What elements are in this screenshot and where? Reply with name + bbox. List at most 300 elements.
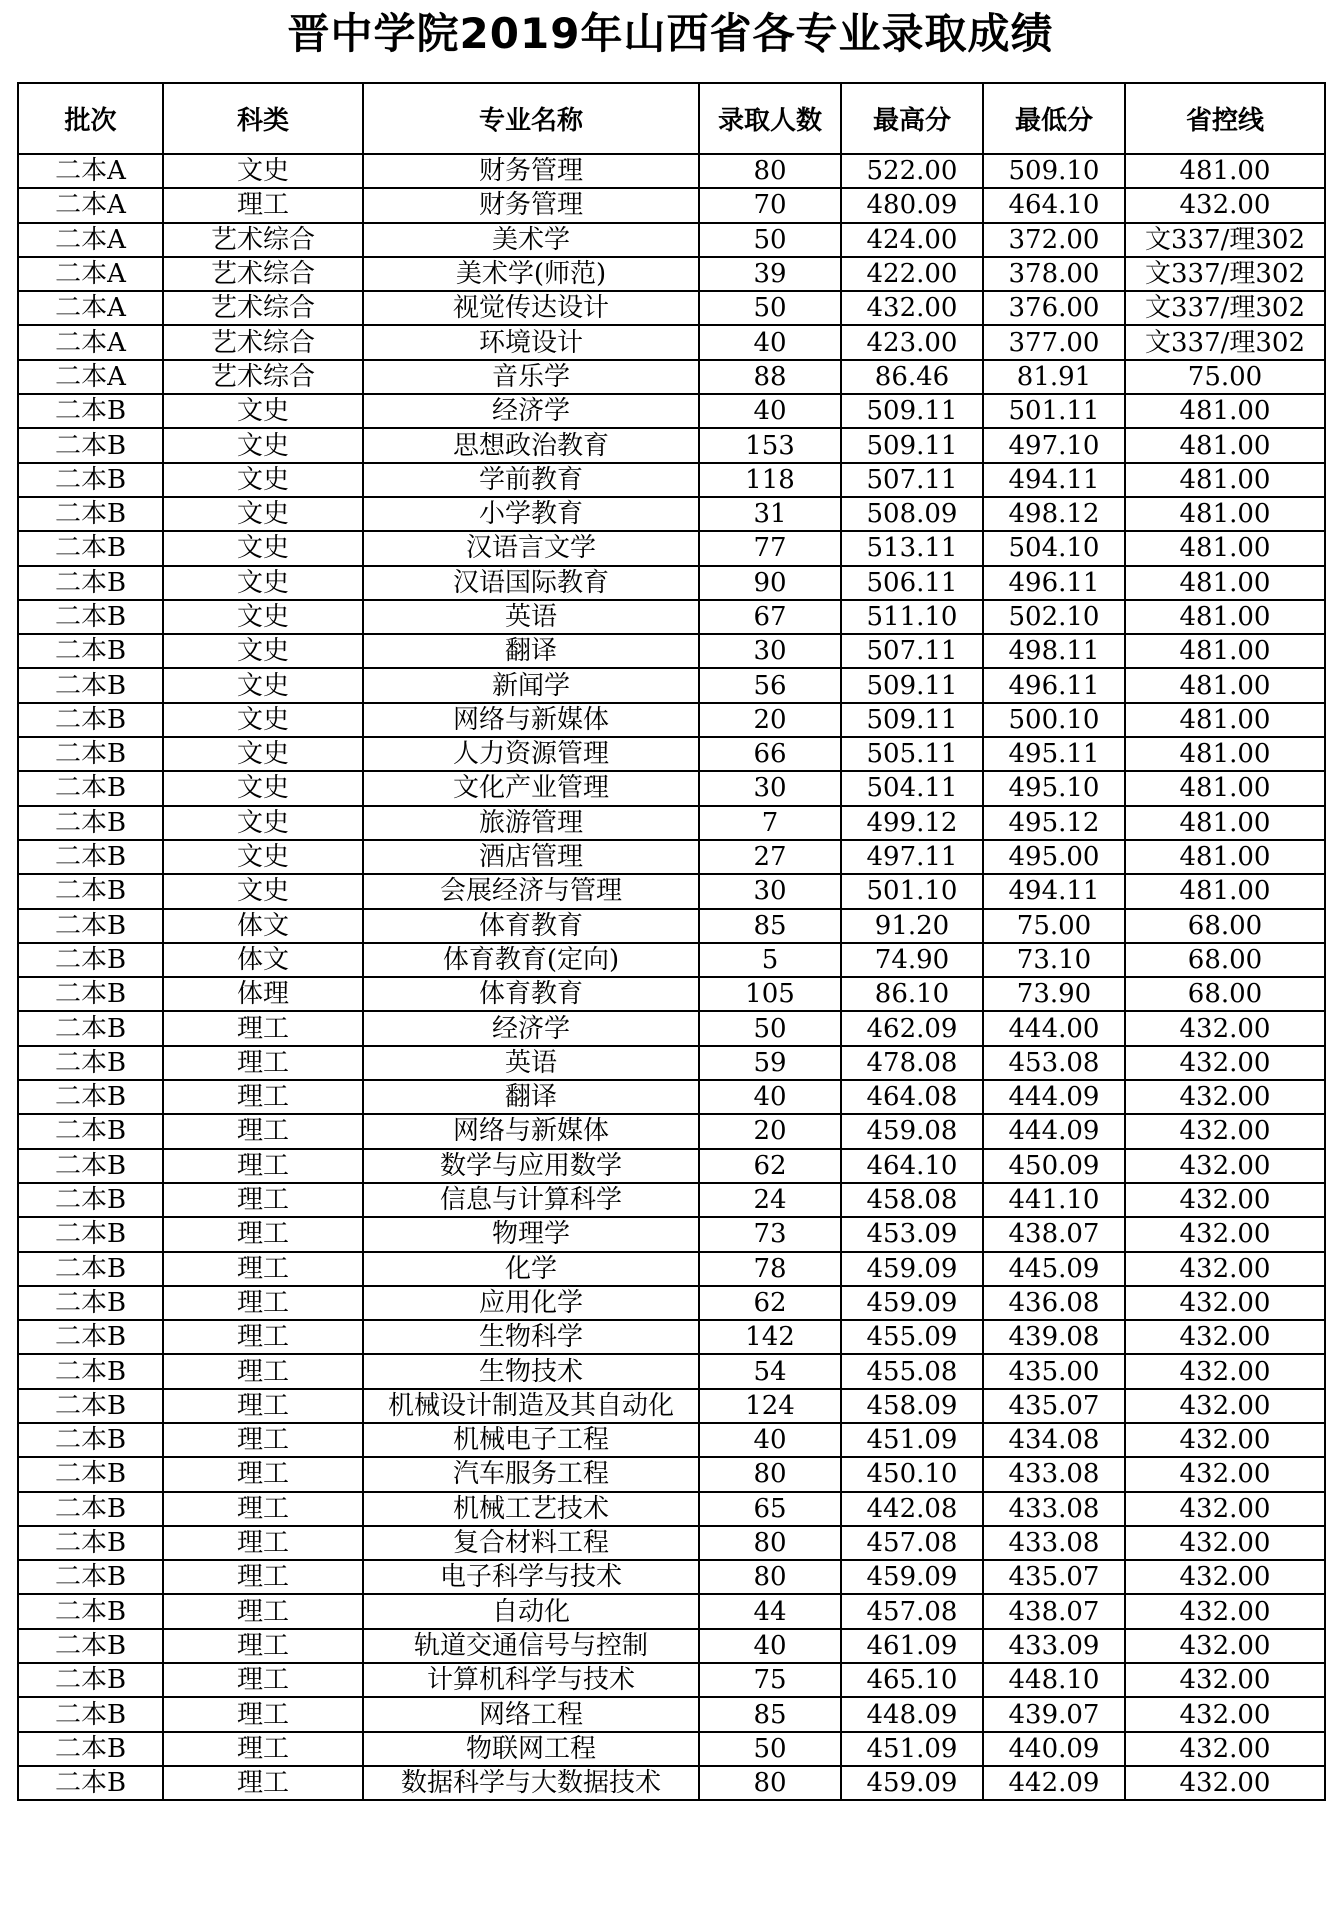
table-row [18,909,1325,943]
max-score-cell: 505.11 [841,737,983,771]
admitted-count-cell: 77 [699,531,841,565]
min-score-cell: 439.08 [983,1320,1125,1354]
table-row [18,1149,1325,1183]
min-score-cell: 497.10 [983,428,1125,462]
table-row [18,257,1325,291]
admitted-count-cell: 80 [699,1766,841,1800]
batch-cell: 二本B [18,1286,163,1320]
batch-cell: 二本B [18,1560,163,1594]
admitted-count-cell: 80 [699,1457,841,1491]
control-line-cell: 481.00 [1125,703,1325,737]
category-cell: 理工 [163,1732,363,1766]
min-score-cell: 445.09 [983,1252,1125,1286]
table-row [18,771,1325,805]
table-row [18,874,1325,908]
batch-cell: 二本B [18,943,163,977]
control-line-cell: 481.00 [1125,771,1325,805]
control-line-cell: 481.00 [1125,840,1325,874]
table-row [18,463,1325,497]
admitted-count-cell: 30 [699,874,841,908]
min-score-cell: 495.10 [983,771,1125,805]
max-score-cell: 506.11 [841,566,983,600]
admitted-count-cell: 20 [699,703,841,737]
max-score-cell: 464.10 [841,1149,983,1183]
table-row [18,394,1325,428]
control-line-cell: 481.00 [1125,634,1325,668]
category-cell: 文史 [163,600,363,634]
major-cell: 复合材料工程 [363,1526,699,1560]
batch-cell: 二本B [18,668,163,702]
control-line-cell: 432.00 [1125,1560,1325,1594]
major-cell: 音乐学 [363,360,699,394]
table-row [18,360,1325,394]
category-cell: 理工 [163,1183,363,1217]
major-cell: 旅游管理 [363,806,699,840]
min-score-cell: 75.00 [983,909,1125,943]
category-cell: 理工 [163,1457,363,1491]
major-cell: 机械工艺技术 [363,1492,699,1526]
admitted-count-cell: 80 [699,1560,841,1594]
admitted-count-cell: 67 [699,600,841,634]
category-cell: 文史 [163,634,363,668]
header-batch: 批次 [18,83,163,154]
max-score-cell: 451.09 [841,1732,983,1766]
batch-cell: 二本B [18,771,163,805]
category-cell: 理工 [163,1149,363,1183]
table-row [18,1492,1325,1526]
admitted-count-cell: 66 [699,737,841,771]
category-cell: 文史 [163,737,363,771]
category-cell: 文史 [163,497,363,531]
admitted-count-cell: 105 [699,977,841,1011]
min-score-cell: 504.10 [983,531,1125,565]
control-line-cell: 75.00 [1125,360,1325,394]
control-line-cell: 481.00 [1125,566,1325,600]
control-line-cell: 481.00 [1125,874,1325,908]
control-line-cell: 481.00 [1125,531,1325,565]
control-line-cell: 文337/理302 [1125,223,1325,257]
major-cell: 网络工程 [363,1697,699,1731]
min-score-cell: 444.09 [983,1080,1125,1114]
max-score-cell: 422.00 [841,257,983,291]
min-score-cell: 438.07 [983,1217,1125,1251]
table-row [18,840,1325,874]
batch-cell: 二本B [18,1046,163,1080]
major-cell: 翻译 [363,1080,699,1114]
max-score-cell: 458.09 [841,1389,983,1423]
control-line-cell: 481.00 [1125,394,1325,428]
max-score-cell: 455.08 [841,1354,983,1388]
max-score-cell: 451.09 [841,1423,983,1457]
admitted-count-cell: 70 [699,188,841,222]
batch-cell: 二本B [18,874,163,908]
max-score-cell: 509.11 [841,703,983,737]
admitted-count-cell: 30 [699,634,841,668]
max-score-cell: 504.11 [841,771,983,805]
max-score-cell: 501.10 [841,874,983,908]
major-cell: 经济学 [363,1011,699,1045]
category-cell: 体文 [163,943,363,977]
admitted-count-cell: 27 [699,840,841,874]
table-row [18,1629,1325,1663]
max-score-cell: 508.09 [841,497,983,531]
min-score-cell: 453.08 [983,1046,1125,1080]
category-cell: 理工 [163,1389,363,1423]
category-cell: 文史 [163,771,363,805]
admitted-count-cell: 78 [699,1252,841,1286]
min-score-cell: 441.10 [983,1183,1125,1217]
table-row [18,1183,1325,1217]
table-row [18,737,1325,771]
max-score-cell: 458.08 [841,1183,983,1217]
min-score-cell: 378.00 [983,257,1125,291]
min-score-cell: 73.90 [983,977,1125,1011]
category-cell: 文史 [163,428,363,462]
major-cell: 视觉传达设计 [363,291,699,325]
control-line-cell: 481.00 [1125,668,1325,702]
max-score-cell: 86.10 [841,977,983,1011]
batch-cell: 二本A [18,360,163,394]
max-score-cell: 509.11 [841,668,983,702]
min-score-cell: 81.91 [983,360,1125,394]
min-score-cell: 372.00 [983,223,1125,257]
control-line-cell: 481.00 [1125,806,1325,840]
control-line-cell: 文337/理302 [1125,325,1325,359]
min-score-cell: 442.09 [983,1766,1125,1800]
min-score-cell: 435.00 [983,1354,1125,1388]
table-row [18,566,1325,600]
admitted-count-cell: 5 [699,943,841,977]
batch-cell: 二本A [18,325,163,359]
admitted-count-cell: 73 [699,1217,841,1251]
max-score-cell: 461.09 [841,1629,983,1663]
max-score-cell: 448.09 [841,1697,983,1731]
category-cell: 理工 [163,1629,363,1663]
category-cell: 理工 [163,1560,363,1594]
max-score-cell: 459.08 [841,1114,983,1148]
max-score-cell: 91.20 [841,909,983,943]
batch-cell: 二本B [18,566,163,600]
max-score-cell: 423.00 [841,325,983,359]
admitted-count-cell: 54 [699,1354,841,1388]
min-score-cell: 435.07 [983,1389,1125,1423]
major-cell: 经济学 [363,394,699,428]
header-admitted-count: 录取人数 [699,83,841,154]
admitted-count-cell: 85 [699,1697,841,1731]
control-line-cell: 432.00 [1125,1080,1325,1114]
batch-cell: 二本B [18,1594,163,1628]
max-score-cell: 522.00 [841,154,983,188]
control-line-cell: 432.00 [1125,1320,1325,1354]
category-cell: 理工 [163,188,363,222]
major-cell: 计算机科学与技术 [363,1663,699,1697]
category-cell: 文史 [163,703,363,737]
min-score-cell: 494.11 [983,874,1125,908]
batch-cell: 二本B [18,1252,163,1286]
major-cell: 文化产业管理 [363,771,699,805]
major-cell: 数据科学与大数据技术 [363,1766,699,1800]
table-row [18,1423,1325,1457]
control-line-cell: 432.00 [1125,1149,1325,1183]
table-row [18,1457,1325,1491]
admitted-count-cell: 40 [699,1423,841,1457]
max-score-cell: 459.09 [841,1286,983,1320]
admitted-count-cell: 20 [699,1114,841,1148]
batch-cell: 二本A [18,257,163,291]
control-line-cell: 481.00 [1125,428,1325,462]
max-score-cell: 453.09 [841,1217,983,1251]
max-score-cell: 497.11 [841,840,983,874]
table-row [18,188,1325,222]
control-line-cell: 432.00 [1125,1663,1325,1697]
table-header-row [18,83,1325,154]
batch-cell: 二本A [18,188,163,222]
min-score-cell: 444.00 [983,1011,1125,1045]
control-line-cell: 481.00 [1125,737,1325,771]
min-score-cell: 498.12 [983,497,1125,531]
header-min-score: 最低分 [983,83,1125,154]
batch-cell: 二本B [18,1766,163,1800]
category-cell: 理工 [163,1492,363,1526]
major-cell: 体育教育 [363,977,699,1011]
major-cell: 英语 [363,600,699,634]
major-cell: 美术学 [363,223,699,257]
admission-scores-table [17,82,1326,1801]
major-cell: 体育教育(定向) [363,943,699,977]
major-cell: 机械电子工程 [363,1423,699,1457]
table-row [18,1594,1325,1628]
major-cell: 思想政治教育 [363,428,699,462]
control-line-cell: 432.00 [1125,1217,1325,1251]
max-score-cell: 511.10 [841,600,983,634]
category-cell: 文史 [163,394,363,428]
major-cell: 物理学 [363,1217,699,1251]
batch-cell: 二本B [18,1457,163,1491]
min-score-cell: 434.08 [983,1423,1125,1457]
major-cell: 翻译 [363,634,699,668]
control-line-cell: 432.00 [1125,1526,1325,1560]
category-cell: 理工 [163,1114,363,1148]
category-cell: 艺术综合 [163,360,363,394]
table-row [18,1011,1325,1045]
major-cell: 财务管理 [363,154,699,188]
batch-cell: 二本B [18,1732,163,1766]
admitted-count-cell: 7 [699,806,841,840]
major-cell: 网络与新媒体 [363,703,699,737]
table-row [18,1766,1325,1800]
admitted-count-cell: 80 [699,1526,841,1560]
admitted-count-cell: 118 [699,463,841,497]
admitted-count-cell: 31 [699,497,841,531]
major-cell: 轨道交通信号与控制 [363,1629,699,1663]
table-row [18,1560,1325,1594]
batch-cell: 二本B [18,977,163,1011]
max-score-cell: 432.00 [841,291,983,325]
max-score-cell: 450.10 [841,1457,983,1491]
major-cell: 电子科学与技术 [363,1560,699,1594]
control-line-cell: 432.00 [1125,1114,1325,1148]
major-cell: 新闻学 [363,668,699,702]
min-score-cell: 498.11 [983,634,1125,668]
control-line-cell: 68.00 [1125,977,1325,1011]
min-score-cell: 500.10 [983,703,1125,737]
table-row [18,1389,1325,1423]
control-line-cell: 432.00 [1125,1011,1325,1045]
category-cell: 文史 [163,566,363,600]
major-cell: 生物科学 [363,1320,699,1354]
admitted-count-cell: 90 [699,566,841,600]
batch-cell: 二本B [18,1080,163,1114]
control-line-cell: 432.00 [1125,1252,1325,1286]
admitted-count-cell: 85 [699,909,841,943]
table-row [18,1046,1325,1080]
control-line-cell: 481.00 [1125,463,1325,497]
control-line-cell: 432.00 [1125,1766,1325,1800]
major-cell: 小学教育 [363,497,699,531]
table-row [18,1286,1325,1320]
max-score-cell: 457.08 [841,1526,983,1560]
major-cell: 酒店管理 [363,840,699,874]
category-cell: 理工 [163,1766,363,1800]
batch-cell: 二本B [18,1354,163,1388]
batch-cell: 二本B [18,806,163,840]
min-score-cell: 509.10 [983,154,1125,188]
admitted-count-cell: 40 [699,325,841,359]
min-score-cell: 448.10 [983,1663,1125,1697]
batch-cell: 二本A [18,223,163,257]
major-cell: 汉语国际教育 [363,566,699,600]
max-score-cell: 462.09 [841,1011,983,1045]
admitted-count-cell: 88 [699,360,841,394]
major-cell: 信息与计算科学 [363,1183,699,1217]
major-cell: 应用化学 [363,1286,699,1320]
min-score-cell: 496.11 [983,668,1125,702]
min-score-cell: 435.07 [983,1560,1125,1594]
min-score-cell: 433.08 [983,1457,1125,1491]
max-score-cell: 509.11 [841,428,983,462]
admitted-count-cell: 56 [699,668,841,702]
max-score-cell: 509.11 [841,394,983,428]
admitted-count-cell: 50 [699,1732,841,1766]
batch-cell: 二本B [18,600,163,634]
batch-cell: 二本B [18,737,163,771]
category-cell: 理工 [163,1217,363,1251]
control-line-cell: 432.00 [1125,1286,1325,1320]
admitted-count-cell: 50 [699,223,841,257]
table-row [18,1217,1325,1251]
category-cell: 艺术综合 [163,291,363,325]
major-cell: 自动化 [363,1594,699,1628]
min-score-cell: 450.09 [983,1149,1125,1183]
table-row [18,943,1325,977]
category-cell: 体理 [163,977,363,1011]
batch-cell: 二本B [18,1183,163,1217]
table-row [18,1663,1325,1697]
header-max-score: 最高分 [841,83,983,154]
table-row [18,600,1325,634]
admitted-count-cell: 80 [699,154,841,188]
major-cell: 财务管理 [363,188,699,222]
major-cell: 汉语言文学 [363,531,699,565]
table-row [18,977,1325,1011]
min-score-cell: 438.07 [983,1594,1125,1628]
batch-cell: 二本B [18,840,163,874]
max-score-cell: 86.46 [841,360,983,394]
control-line-cell: 432.00 [1125,1457,1325,1491]
major-cell: 美术学(师范) [363,257,699,291]
admitted-count-cell: 40 [699,394,841,428]
table-row [18,291,1325,325]
control-line-cell: 481.00 [1125,600,1325,634]
max-score-cell: 455.09 [841,1320,983,1354]
control-line-cell: 432.00 [1125,1697,1325,1731]
control-line-cell: 文337/理302 [1125,291,1325,325]
category-cell: 理工 [163,1046,363,1080]
table-row [18,1526,1325,1560]
control-line-cell: 432.00 [1125,1183,1325,1217]
control-line-cell: 481.00 [1125,497,1325,531]
batch-cell: 二本B [18,1663,163,1697]
min-score-cell: 433.08 [983,1492,1125,1526]
category-cell: 艺术综合 [163,257,363,291]
batch-cell: 二本B [18,531,163,565]
batch-cell: 二本B [18,1011,163,1045]
batch-cell: 二本A [18,154,163,188]
control-line-cell: 432.00 [1125,1389,1325,1423]
control-line-cell: 432.00 [1125,1629,1325,1663]
batch-cell: 二本B [18,1629,163,1663]
batch-cell: 二本B [18,1217,163,1251]
min-score-cell: 436.08 [983,1286,1125,1320]
control-line-cell: 432.00 [1125,1354,1325,1388]
batch-cell: 二本B [18,497,163,531]
table-row [18,668,1325,702]
min-score-cell: 377.00 [983,325,1125,359]
batch-cell: 二本B [18,1320,163,1354]
major-cell: 物联网工程 [363,1732,699,1766]
admitted-count-cell: 39 [699,257,841,291]
max-score-cell: 499.12 [841,806,983,840]
category-cell: 理工 [163,1320,363,1354]
admitted-count-cell: 40 [699,1629,841,1663]
category-cell: 文史 [163,806,363,840]
admitted-count-cell: 142 [699,1320,841,1354]
major-cell: 汽车服务工程 [363,1457,699,1491]
admitted-count-cell: 40 [699,1080,841,1114]
min-score-cell: 494.11 [983,463,1125,497]
batch-cell: 二本B [18,1492,163,1526]
min-score-cell: 73.10 [983,943,1125,977]
batch-cell: 二本B [18,1697,163,1731]
batch-cell: 二本B [18,1114,163,1148]
category-cell: 文史 [163,874,363,908]
batch-cell: 二本B [18,428,163,462]
batch-cell: 二本B [18,909,163,943]
min-score-cell: 376.00 [983,291,1125,325]
page-title: 晋中学院2019年山西省各专业录取成绩 [287,9,1054,58]
admitted-count-cell: 75 [699,1663,841,1697]
min-score-cell: 433.09 [983,1629,1125,1663]
major-cell: 机械设计制造及其自动化 [363,1389,699,1423]
major-cell: 数学与应用数学 [363,1149,699,1183]
category-cell: 理工 [163,1354,363,1388]
admitted-count-cell: 124 [699,1389,841,1423]
batch-cell: 二本B [18,703,163,737]
category-cell: 理工 [163,1286,363,1320]
control-line-cell: 432.00 [1125,1492,1325,1526]
category-cell: 理工 [163,1423,363,1457]
batch-cell: 二本A [18,291,163,325]
